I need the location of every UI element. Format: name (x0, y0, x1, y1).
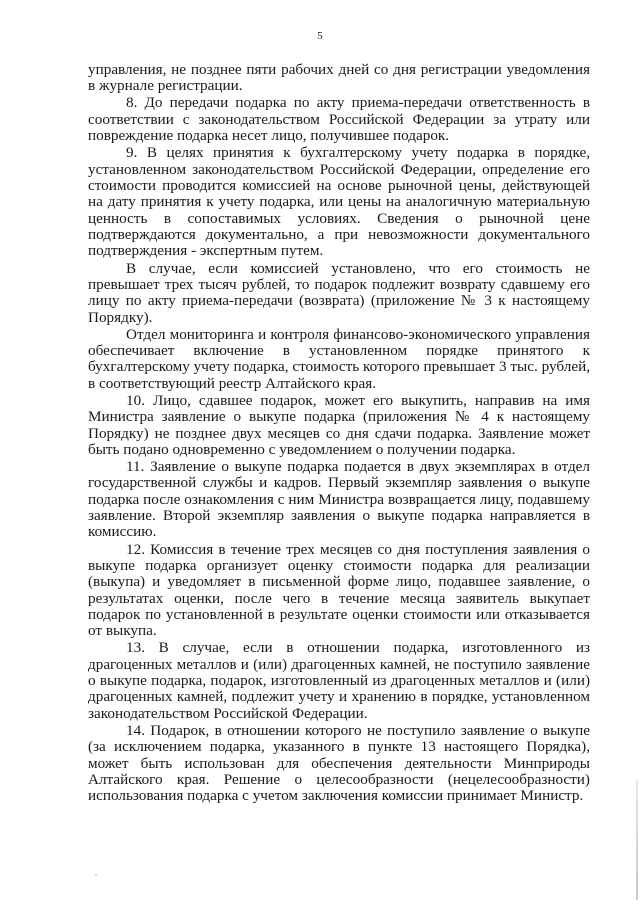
paragraph-item-12: 12. Комиссия в течение трех месяцев со дня поступления заявления о выкупе подарка организует оценку стоимости подарка для реализации (выкупа) и уведомляет в письменной форме лицо, подавшее заявление, о результатах оценки, после чего в течение месяца заявитель выкупает подарок по установленной в результате оценки стоимости или отказывается от выкупа. (88, 540, 590, 640)
paragraph-continuation: управления, не позднее пяти рабочих дней со дня регистрации уведомления в журнале регистрации. (88, 61, 590, 95)
page-number: 5 (317, 30, 323, 42)
paragraph-item-10: 10. Лицо, сдавшее подарок, может его выкупить, направив на имя Министра заявление о выкупе подарка (приложения № 4 к настоящему Порядку) не позднее двух месяцев со дня сдачи подарка. Заявление может быть подано одновременно с уведомлением о получении подарка. (88, 391, 590, 458)
paragraph-item-9-department: Отдел мониторинга и контроля финансово-экономического управления обеспечивает включение в установленном порядке принятого к бухгалтерскому учету подарка, стоимость которого превышает 3 тыс. рублей, в соответствующий реестр Алтайского края. (88, 325, 590, 392)
paragraph-item-9: 9. В целях принятия к бухгалтерскому учету подарка в порядке, установленном законодательством Российской Федерации, определение его стоимости проводится комиссией на основе рыночной цены, действующей на дату принятия к учету подарка, или цены на аналогичную материальную ценность в сопоставимых условиях. Сведения о рыночной цене подтверждаются документально, а при невозможности документального подтверждения - экспертным путем. (88, 144, 590, 260)
paragraph-item-13: 13. В случае, если в отношении подарка, изготовленного из драгоценных металлов и (или) драгоценных камней, не поступило заявление о выкупе подарка, подарок, изготовленный из драгоценных металлов и (или) драгоценных камней, подлежит учету и хранению в порядке, установленном законодательством Российской Федерации. (88, 639, 590, 722)
paragraph-item-9-case: В случае, если комиссией установлено, что его стоимость не превышает трех тысяч рублей, то подарок подлежит возврату сдавшему его лицу по акту приема-передачи (возврата) (приложение № 3 к настоящему Порядку). (88, 259, 590, 326)
paragraph-item-8: 8. До передачи подарка по акту приема-передачи ответственность в соответствии с законодательством Российской Федерации за утрату или повреждение подарка несет лицо, получившее подарок. (88, 94, 590, 145)
scan-edge-shadow (636, 780, 638, 900)
document-body (88, 62, 590, 805)
paragraph-item-14: 14. Подарок, в отношении которого не поступило заявление о выкупе (за исключением подарка, указанного в пункте 13 настоящего Порядка), может быть использован для обеспечения деятельности Минприроды Алтайского края. Решение о целесообразности (нецелесообразности) использования подарка с учетом заключения комиссии принимает Министр. (88, 721, 590, 805)
scan-speck (95, 874, 97, 876)
paragraph-item-11: 11. Заявление о выкупе подарка подается в двух экземплярах в отдел государственной службы и кадров. Первый экземпляр заявления о выкупе подарка после ознакомления с ним Министра возвращается лицу, подавшему заявление. Второй экземпляр заявления о выкупе подарка направляется в комиссию. (88, 458, 590, 541)
